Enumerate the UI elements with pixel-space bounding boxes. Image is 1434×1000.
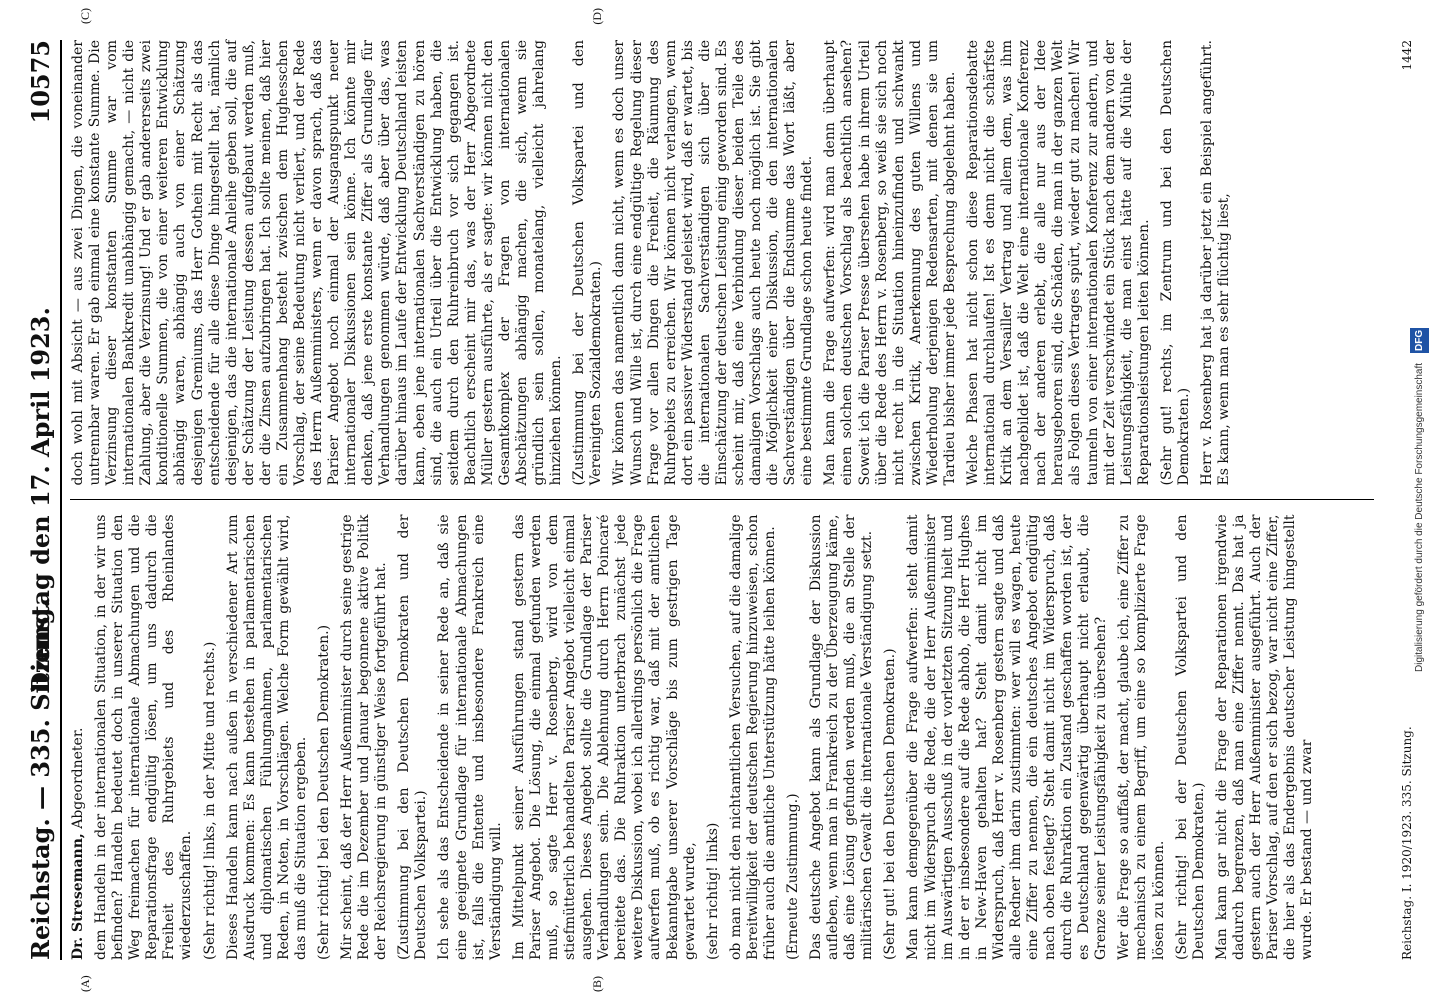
paragraph: ob man nicht den nichtamtlichen Versuchen, auf die damalige Bereitwilligkeit der deutschen Regierung hinzuweisen, schon früher auch die amtliche Unterstützung hätte leihen können. xyxy=(727,514,778,960)
text-columns xyxy=(70,8,1374,992)
footer-right: 1442 xyxy=(1400,40,1414,71)
paragraph: (Sehr gut! bei den Deutschen Demokraten.) xyxy=(882,648,899,960)
header-center: Dienstag den 17. April 1923. xyxy=(26,307,55,693)
header-rule xyxy=(60,40,62,960)
paragraph: (sehr richtig! links) xyxy=(704,822,721,960)
paragraph: Dieses Handeln kann nach außen in verschiedener Art zum Ausdruck kommen: Es kann bestehen in parlamentarischen und diplomatischen Fühlungnahmen, parlamentarischen Reden, in Noten, in Vorschlägen. Welche Form gewählt wird, das muß die Situation ergeben. xyxy=(224,514,309,960)
paragraph: Im Mittelpunkt seiner Ausführungen stand gestern das Pariser Angebot. Die Lösung, die einmal gefunden werden muß, so sagte Herr v. Rosenberg, wird von dem stiefmütterlich behandelten Pariser Angebot vielleicht einmal ausgehen. Dieses Angebot sollte die Grundlage der Pariser Verhandlungen sein. Die Ablehnung durch Herrn Poincaré bereitete das. Die Ruhraktion unterbrach zunächst jede weitere Diskussion, wobei ich allerdings persönlich die Frage aufwerfen muß, ob es richtig war, daß mit der amtlichen Bekanntgabe unserer Vorschläge bis zum gestrigen Tage gewartet wurde, xyxy=(510,514,698,960)
paragraph: Das deutsche Angebot kann als Grundlage der Diskussion aufleben, wenn man in Frankreich zu der Überzeugung käme, daß eine Lösung gefunden werden muß, die an Stelle der militärischen Gewalt die internationale Verständigung setzt. xyxy=(808,514,876,960)
left-column xyxy=(70,514,1374,992)
margin-label-d: (D) xyxy=(590,8,604,25)
paragraph: Wer die Frage so auffaßt, der macht, glaube ich, eine Ziffer zu mechanisch zu einem Begriff, um eine so komplizierte Frage lösen zu können. xyxy=(1116,514,1167,960)
right-paragraphs xyxy=(70,40,1233,486)
paragraph: Mir scheint, daß der Herr Außenminister durch seine gestrige Rede die im Dezember und Januar begonnene aktive Politik der Reichsregierung in günstiger Weise fortgeführt hat. xyxy=(339,514,390,960)
paragraph: (Zustimmung bei der Deutschen Volkspartei und den Vereinigten Sozialdemokraten.) xyxy=(571,40,605,486)
column-divider xyxy=(70,500,1374,501)
paragraph: doch wohl mit Absicht — aus zwei Dingen, die voneinander untrennbar waren. Er gab einmal eine konstante Summe. Die Verzinsung dieser konstanten Summe war vom internationalen Bankkredit unabhängig gemacht, — nicht die Zahlung, aber die Verzinsung! Und er gab andererseits zwei konditionelle Summen, die von einer weiteren Entwicklung abhängig waren, abhängig auch von einer Schätzung desjenigen Gremiums, das Herr Gothein mit Recht als das entscheidende für alle diese Dinge hingestellt hat, nämlich desjenigen, das die internationale Anleihe geben soll, die auf der Schätzung der Leistung dessen aufgebaut werden muß, der die Zinsen aufzubringen hat. Ich sollte meinen, daß hier ein Zusammenhang besteht zwischen dem Hughesschen Vorschlag, der seine Bedeutung nicht verliert, und der Rede des Herrn Außenministers, wenn er davon sprach, daß das Pariser Angebot noch einmal der Ausgangspunkt neuer internationaler Diskussionen sein könne. Ich könnte mir denken, daß jene erste konstante Ziffer als Grundlage für Verhandlungen genommen würde, daß aber über das, was darüber hinaus im Laufe der Entwicklung Deutschland leisten kann, eben jene internationalen Sachverständigen zu hören sind, die auch ein Urteil über die Entwicklung haben, die seitdem durch den Ruhreinbruch vor sich gegangen ist. Beachtlich erscheint mir das, was der Herr Abgeordnete Müller gestern ausführte, als er sagte: wir können nicht den Gesamtkomplex der Fragen von internationalen Abschätzungen abhängig machen, die sich, wenn sie gründlich sein sollen, monatelang, vielleicht jahrelang hinziehen können. xyxy=(70,40,565,486)
left-paragraphs xyxy=(93,515,1316,961)
paragraph: Wir können das namentlich dann nicht, wenn es doch unser Wunsch und Wille ist, durch eine endgültige Regelung dieser Frage vor allen Dingen die Freiheit, die Räumung des Ruhrgebiets zu erreichen. Wir können nicht verlangen, wenn dort ein passiver Widerstand geleistet wird, daß er wartet, bis die internationalen Sachverständigen sich über die Einschätzung der deutschen Leistung einig geworden sind. Es scheint mir, daß eine Verbindung dieser beiden Teile des damaligen Vorschlags auch heute noch möglich ist. Sie gibt die Möglichkeit einer Diskussion, die den internationalen Sachverständigen über die Endsumme das Wort läßt, aber eine bestimmte Grundlage schon heute findet. xyxy=(611,40,816,486)
header-left: Reichstag. — 335. Sitzung. xyxy=(26,599,55,960)
speaker-line xyxy=(70,515,87,961)
paragraph: (Zustimmung bei den Deutschen Demokraten und der Deutschen Volkspartei.) xyxy=(396,514,430,960)
paragraph: Ich sehe als das Entscheidende in seiner Rede an, daß sie eine geeignete Grundlage für internationale Abmachungen ist, falls die Entente und insbesondere Frankreich eine Verständigung will. xyxy=(436,514,504,960)
margin-label-b: (B) xyxy=(590,976,604,992)
margin-label-a: (A) xyxy=(78,975,92,992)
paragraph: Man kann die Frage aufwerfen: wird man denn überhaupt einen solchen deutschen Vorschlag als beachtlich ansehen? Soweit ich die Pariser Presse übersehen habe in ihrem Urteil über die Rede des Herrn v. Rosenberg, so weiß sie sich noch nicht recht in die Situation hineinzufinden und schwankt zwischen Kritik, Anerkennung des guten Willens und Wiederholung derjenigen Redensarten, mit denen sie um Tardieu bisher immer jede Besprechung abgelehnt haben. xyxy=(822,40,958,486)
speaker-name: Dr. Stresemann, xyxy=(70,833,86,960)
right-column xyxy=(70,8,1374,486)
footer-left: Reichstag. I. 1920/1923. 335. Sitzung. xyxy=(1400,726,1414,960)
digitization-sidebar xyxy=(1410,0,1434,1000)
dfg-logo: DFG xyxy=(1410,328,1429,353)
digitization-note: Digitalisierung gefördert durch die Deutsche Forschungsgemeinschaft xyxy=(1414,363,1425,673)
page-header xyxy=(20,40,60,960)
paragraph: (Erneute Zustimmung.) xyxy=(784,793,801,960)
speaker-role: Abgeordneter. xyxy=(70,727,86,829)
paragraph: Man kann gar nicht die Frage der Reparationen irgendwie dadurch begrenzen, daß man eine Ziffer nennt. Das hat ja gestern auch der Herr Außenminister ausgeführt. Auch der Pariser Vorschlag, auf den er sich bezog, war nicht eine Ziffer, die hier als das Endergebnis deutscher Leistung hingestellt wurde. Er bestand — und zwar xyxy=(1213,514,1316,960)
paragraph: Herr v. Rosenberg hat ja darüber jetzt ein Beispiel angeführt. Es kann, wenn man es sehr flüchtig liest, xyxy=(1199,40,1233,486)
paragraph: (Sehr gut! rechts, im Zentrum und bei den Deutschen Demokraten.) xyxy=(1158,40,1192,486)
paragraph: (Sehr richtig! bei den Deutschen Demokraten.) xyxy=(316,624,333,960)
paragraph: Man kann demgegenüber die Frage aufwerfen: steht damit nicht im Widerspruch die Rede, die der Herr Außenminister im Auswärtigen Ausschuß in der vorletzten Sitzung hielt und in der er insbesondere auf die Rede abhob, die Herr Hughes in New-Haven gehalten hat? Steht damit nicht im Widerspruch, daß Herr v. Rosenberg gestern sagte und daß alle Redner ihm darin zustimmten: wer will es wagen, heute eine Ziffer zu nennen, die ein deutsches Angebot endgültig nach oben festlegt? Steht damit nicht im Widerspruch, daß durch die Ruhraktion ein Zustand geschaffen worden ist, der es Deutschland gegenwärtig überhaupt nicht erlaubt, die Grenze seiner Leistungsfähigkeit zu übersehen? xyxy=(905,514,1110,960)
page-number: 10575 xyxy=(26,40,55,124)
paragraph: Welche Phasen hat nicht schon diese Reparationsdebatte international durchlaufen! Ist es denn nicht die schärfste Kritik an dem Versailler Vertrag und allem dem, was ihm nachgebildet ist, daß die Welt eine internationale Konferenz nach der anderen erlebt, die alle nur aus der Idee herausgeboren sind, die Schäden, die man in der ganzen Welt als Folgen dieses Vertrages spürt, wieder gut zu machen! Wir taumeln von einer internationalen Konferenz zur andern, und mit der Zeit verschwindet ein Stück nach dem andern von der Leistungsfähigkeit, die man einst hätte auf die Mühle der Reparationsleistungen leiten können. xyxy=(964,40,1152,486)
paragraph: (Sehr richtig! bei der Deutschen Volkspartei und den Deutschen Demokraten.) xyxy=(1173,514,1207,960)
margin-label-c: (C) xyxy=(78,8,92,24)
paragraph: dem Handeln in der internationalen Situation, in der wir uns befinden? Handeln bedeutet doch in unserer Situation den Weg freimachen für internationale Abmachungen und die Reparationsfrage endgültig lösen, um uns dadurch die Freiheit des Ruhrgebiets und des Rheinlandes wiederzuschaffen. xyxy=(93,514,195,960)
paragraph: (Sehr richtig! links, in der Mitte und rechts.) xyxy=(201,641,218,960)
